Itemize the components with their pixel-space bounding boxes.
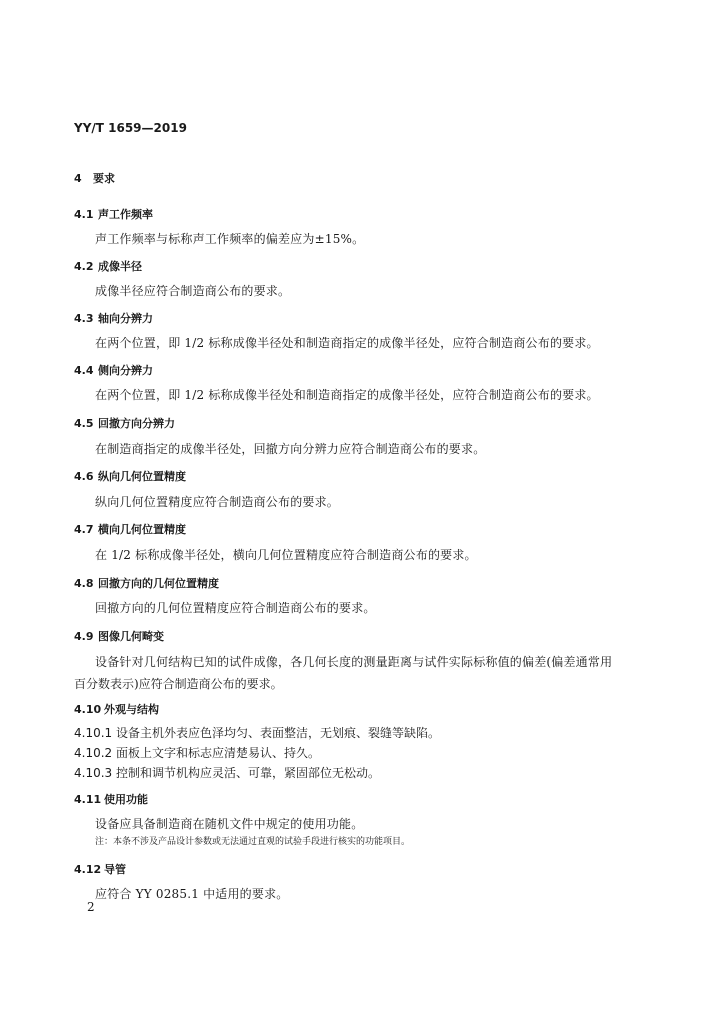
clause-title: 使用功能 xyxy=(104,793,148,806)
clause-text-4-9-line2: 百分数表示)应符合制造商公布的要求。 xyxy=(74,677,283,691)
clause-title: 回撤方向的几何位置精度 xyxy=(98,577,219,590)
clause-title: 轴向分辨力 xyxy=(98,312,153,325)
subclause-number: 4.10.1 xyxy=(74,726,113,740)
clause-heading-4-2 xyxy=(74,258,142,274)
clause-heading-4-3 xyxy=(74,310,153,326)
page-number: 2 xyxy=(87,900,95,914)
clause-text-4-6: 纵向几何位置精度应符合制造商公布的要求。 xyxy=(95,495,340,509)
clause-heading-4-11 xyxy=(74,791,148,807)
clause-number: 4.5 xyxy=(74,417,94,430)
clause-text-4-12: 应符合 YY 0285.1 中适用的要求。 xyxy=(95,887,289,901)
clause-heading-4-5 xyxy=(74,415,175,431)
clause-heading-4-9 xyxy=(74,628,164,644)
clause-heading-4-8 xyxy=(74,575,219,591)
standard-code: YY/T 1659—2019 xyxy=(74,121,187,135)
clause-number: 4.4 xyxy=(74,364,94,377)
clause-title: 导管 xyxy=(104,863,126,876)
clause-text-4-3: 在两个位置，即 1/2 标称成像半径处和制造商指定的成像半径处，应符合制造商公布的要求。 xyxy=(95,336,599,350)
clause-text-4-4: 在两个位置，即 1/2 标称成像半径处和制造商指定的成像半径处，应符合制造商公布的要求。 xyxy=(95,388,599,402)
clause-title: 横向几何位置精度 xyxy=(98,523,186,536)
section-number: 4 xyxy=(74,172,82,185)
clause-number: 4.7 xyxy=(74,523,94,536)
clause-title: 外观与结构 xyxy=(104,703,159,716)
clause-title: 纵向几何位置精度 xyxy=(98,470,186,483)
clause-note-4-11: 注：本条不涉及产品设计参数或无法通过直观的试验手段进行核实的功能项目。 xyxy=(95,837,411,847)
clause-heading-4-10 xyxy=(74,701,159,717)
subclause-number: 4.10.2 xyxy=(74,746,113,760)
clause-text-4-11: 设备应具备制造商在随机文件中规定的使用功能。 xyxy=(95,817,364,831)
clause-title: 声工作频率 xyxy=(98,208,153,221)
clause-title: 图像几何畸变 xyxy=(98,630,164,643)
clause-number: 4.10 xyxy=(74,703,102,716)
clause-heading-4-6 xyxy=(74,468,186,484)
clause-number: 4.2 xyxy=(74,260,94,273)
clause-number: 4.3 xyxy=(74,312,94,325)
subclause-text: 面板上文字和标志应清楚易认、持久。 xyxy=(116,746,321,760)
clause-number: 4.1 xyxy=(74,208,94,221)
subclause-text: 控制和调节机构应灵活、可靠，紧固部位无松动。 xyxy=(116,766,381,780)
clause-title: 回撤方向分辨力 xyxy=(98,417,175,430)
clause-heading-4-7 xyxy=(74,521,186,537)
clause-number: 4.11 xyxy=(74,793,102,806)
clause-text-4-1: 声工作频率与标称声工作频率的偏差应为±15%。 xyxy=(95,232,365,246)
subclause-number: 4.10.3 xyxy=(74,766,113,780)
clause-text-4-7: 在 1/2 标称成像半径处，横向几何位置精度应符合制造商公布的要求。 xyxy=(95,548,477,562)
clause-title: 侧向分辨力 xyxy=(98,364,153,377)
clause-text-4-2: 成像半径应符合制造商公布的要求。 xyxy=(95,284,291,298)
clause-number: 4.8 xyxy=(74,577,94,590)
clause-heading-4-12 xyxy=(74,861,126,877)
subclause-4-10-3 xyxy=(74,764,380,781)
clause-number: 4.6 xyxy=(74,470,94,483)
clause-number: 4.12 xyxy=(74,863,102,876)
clause-text-4-5: 在制造商指定的成像半径处，回撤方向分辨力应符合制造商公布的要求。 xyxy=(95,442,486,456)
subclause-4-10-2 xyxy=(74,744,320,761)
section-title: 要求 xyxy=(93,172,115,185)
clause-heading-4-1 xyxy=(74,206,153,222)
subclause-4-10-1 xyxy=(74,724,440,741)
clause-text-4-8: 回撤方向的几何位置精度应符合制造商公布的要求。 xyxy=(95,601,376,615)
clause-text-4-9-line1: 设备针对几何结构已知的试件成像，各几何长度的测量距离与试件实际标称值的偏差(偏差通常用 xyxy=(95,655,613,669)
section-heading xyxy=(74,170,115,186)
clause-heading-4-4 xyxy=(74,362,153,378)
clause-title: 成像半径 xyxy=(98,260,142,273)
clause-number: 4.9 xyxy=(74,630,94,643)
subclause-text: 设备主机外表应色泽均匀、表面整洁，无划痕、裂缝等缺陷。 xyxy=(116,726,441,740)
